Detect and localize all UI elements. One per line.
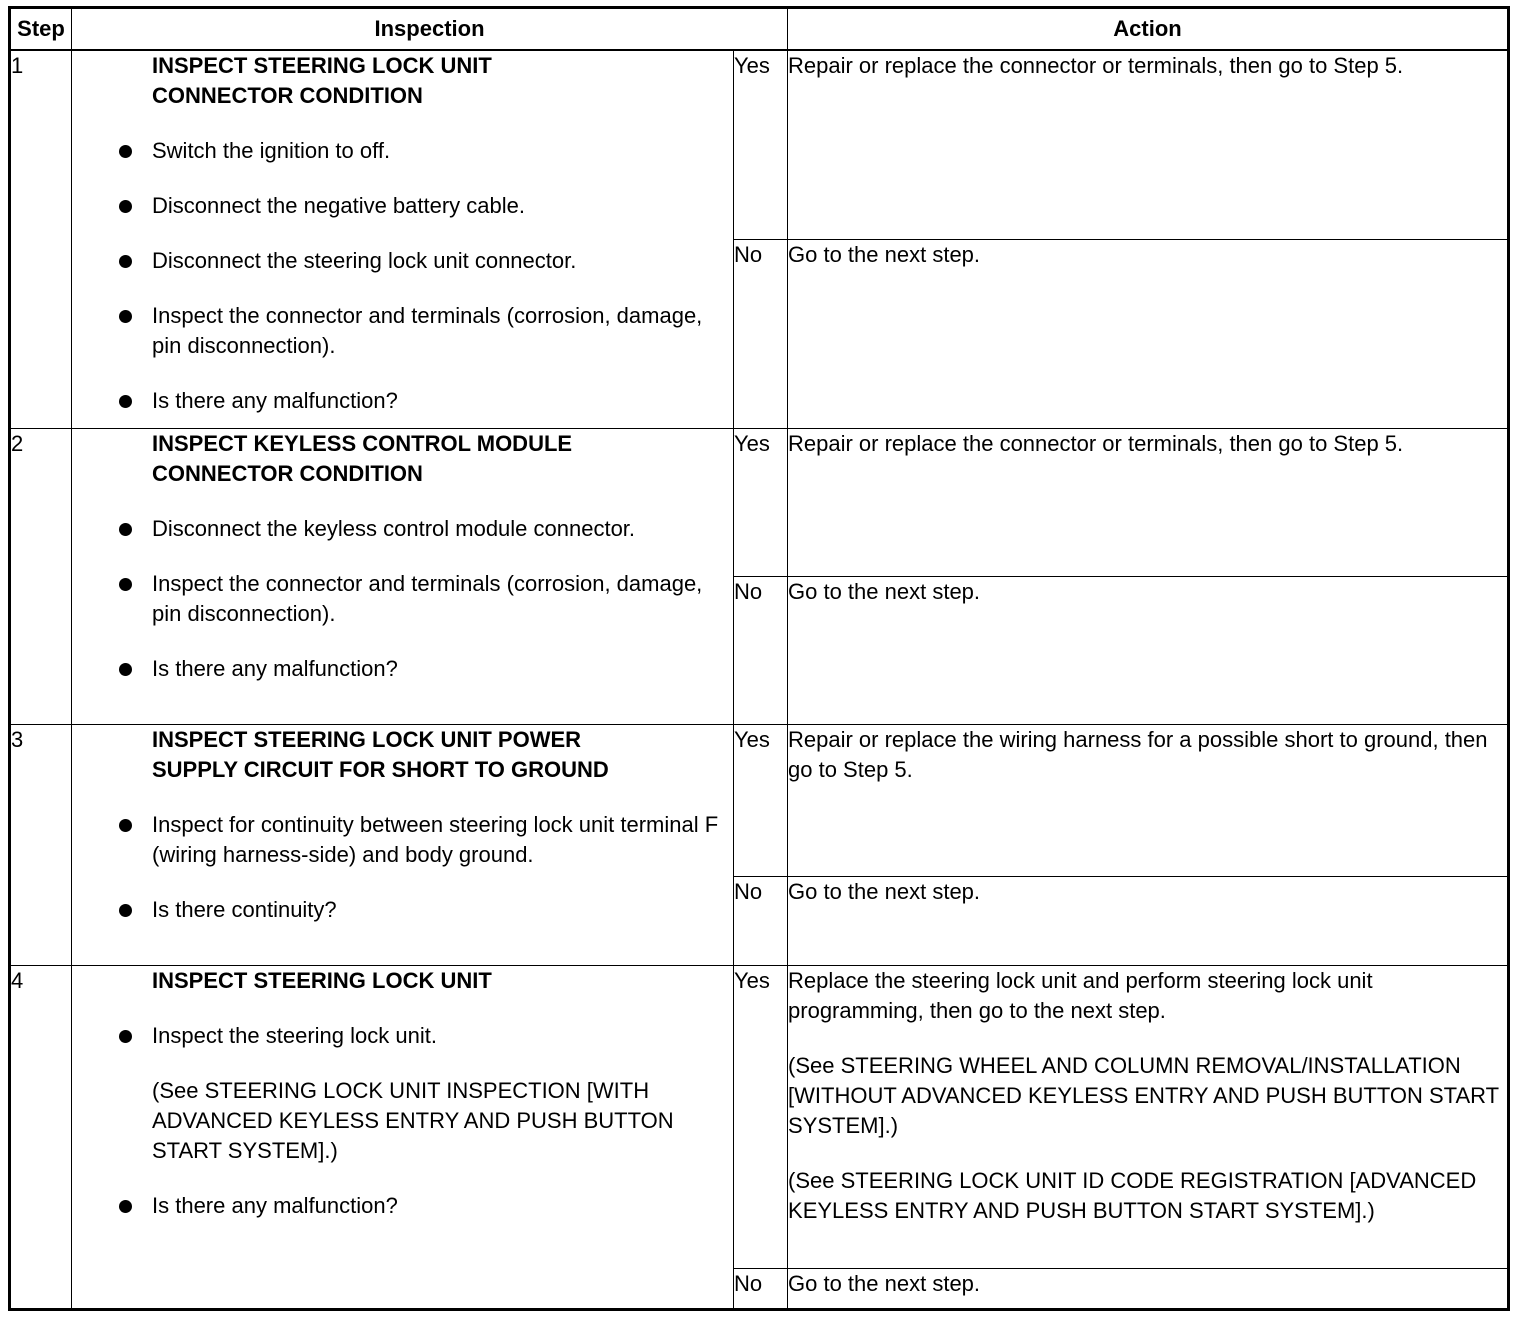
bullet-icon: [119, 395, 132, 408]
bullet-icon: [119, 578, 132, 591]
no-label: No: [734, 1268, 788, 1309]
no-label: No: [734, 576, 788, 724]
step-number: 2: [10, 428, 72, 724]
no-action: Go to the next step.: [788, 1268, 1509, 1309]
bullet-icon: [119, 904, 132, 917]
inspection-bullet: Is there continuity?: [152, 895, 733, 925]
bullet-icon: [119, 523, 132, 536]
inspection-note: (See STEERING LOCK UNIT INSPECTION [WITH ADVANCED KEYLESS ENTRY AND PUSH BUTTON START SYSTEM].): [152, 1077, 674, 1163]
bullet-icon: [119, 200, 132, 213]
bullet-icon: [119, 310, 132, 323]
inspection-bullet: Inspect the steering lock unit.: [152, 1021, 733, 1051]
bullet-icon: [119, 145, 132, 158]
step-row-4: [10, 965, 1509, 1268]
step-number: 3: [10, 724, 72, 965]
no-action: Go to the next step.: [788, 876, 1509, 965]
inspection-cell: [72, 965, 734, 1309]
inspection-bullet: Disconnect the steering lock unit connector.: [152, 246, 733, 276]
bullet-icon: [119, 1030, 132, 1043]
step-number: 1: [10, 50, 72, 428]
header-row: [10, 8, 1509, 51]
inspection-bullet: Is there any malfunction?: [152, 654, 733, 684]
diagnostic-table: [8, 6, 1510, 1311]
inspection-bullet: Inspect the connector and terminals (corrosion, damage, pin disconnection).: [152, 569, 733, 629]
header-step: Step: [10, 8, 72, 51]
inspection-bullet: Disconnect the keyless control module connector.: [152, 514, 733, 544]
no-action: Go to the next step.: [788, 576, 1509, 724]
inspection-bullet: Inspect for continuity between steering lock unit terminal F (wiring harness-side) and body ground.: [152, 810, 733, 870]
inspection-title: INSPECT STEERING LOCK UNIT CONNECTOR CONDITION: [152, 53, 492, 108]
yes-label: Yes: [734, 724, 788, 876]
inspection-bullet: Disconnect the negative battery cable.: [152, 191, 733, 221]
inspection-title: INSPECT STEERING LOCK UNIT POWER SUPPLY CIRCUIT FOR SHORT TO GROUND: [152, 726, 609, 782]
yes-label: Yes: [734, 965, 788, 1268]
header-inspection: Inspection: [72, 8, 788, 51]
step-row-2: [10, 428, 1509, 576]
step-number: 4: [10, 965, 72, 1309]
inspection-bullet: Is there any malfunction?: [152, 1191, 733, 1221]
step-row-3: [10, 724, 1509, 876]
bullet-icon: [119, 255, 132, 268]
yes-label: Yes: [734, 428, 788, 576]
inspection-cell: [72, 724, 734, 965]
no-label: No: [734, 239, 788, 428]
inspection-bullet: Switch the ignition to off.: [152, 136, 733, 166]
inspection-bullet: Inspect the connector and terminals (corrosion, damage, pin disconnection).: [152, 301, 733, 361]
bullet-icon: [119, 663, 132, 676]
no-action: Go to the next step.: [788, 239, 1509, 428]
step-row-1: [10, 50, 1509, 239]
yes-label: Yes: [734, 50, 788, 239]
inspection-bullet: Is there any malfunction?: [152, 386, 733, 416]
yes-action: Replace the steering lock unit and perform steering lock unit programming, then go to the next step. (See STEERING WHEEL AND COLUMN REMOVAL/INSTALLATION [WITHOUT ADVANCED KEYLESS ENTRY AND PUSH BUTTON START SYSTEM].) (See STEERING LOCK UNIT ID CODE REGISTRATION [ADVANCED KEYLESS ENTRY AND PUSH BUTTON START SYSTEM].): [788, 965, 1509, 1268]
yes-action: Repair or replace the connector or terminals, then go to Step 5.: [788, 50, 1509, 239]
no-label: No: [734, 876, 788, 965]
inspection-cell: [72, 50, 734, 428]
inspection-cell: [72, 428, 734, 724]
inspection-title: INSPECT KEYLESS CONTROL MODULE CONNECTOR CONDITION: [152, 430, 573, 486]
bullet-icon: [119, 1200, 132, 1213]
yes-action: Repair or replace the wiring harness for a possible short to ground, then go to Step 5.: [788, 724, 1509, 876]
inspection-title: INSPECT STEERING LOCK UNIT: [152, 967, 492, 993]
bullet-icon: [119, 819, 132, 832]
header-action: Action: [788, 8, 1509, 51]
yes-action: Repair or replace the connector or terminals, then go to Step 5.: [788, 428, 1509, 576]
